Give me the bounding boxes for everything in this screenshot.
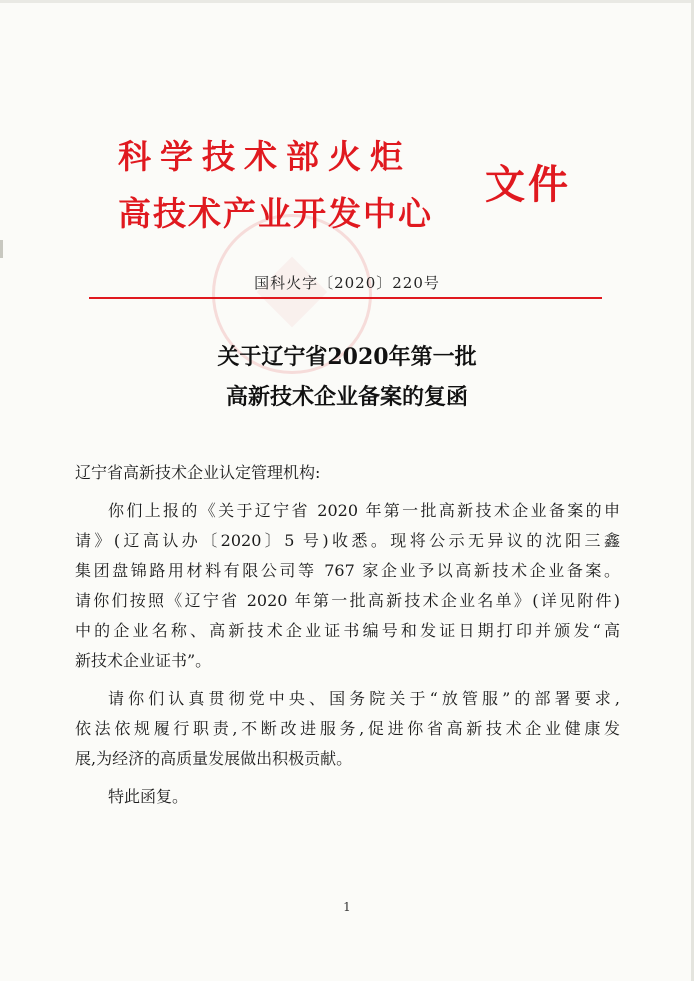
paragraph-2-line: 请你们认真贯彻党中央、国务院关于“放管服”的部署要求, (108, 689, 620, 708)
binding-mark (0, 240, 3, 258)
document-type-label: 文件 (485, 161, 571, 208)
closing-line: 特此函复。 (108, 787, 189, 806)
issuer-name-line-2: 高技术产业开发中心 (118, 194, 433, 233)
paragraph-1-line: 集团盘锦路用材料有限公司等 767 家企业予以高新技术企业备案。 (75, 561, 620, 580)
document-title-line-1: 关于辽宁省2020年第一批 (217, 344, 477, 370)
document-title-line-2: 高新技术企业备案的复函 (225, 384, 468, 410)
paragraph-2-line: 展,为经济的高质量发展做出积极贡献。 (75, 749, 353, 768)
paragraph-1-line: 你们上报的《关于辽宁省 2020 年第一批高新技术企业备案的申 (108, 501, 620, 520)
scan-edge (0, 0, 694, 3)
paragraph-1-line: 请你们按照《辽宁省 2020 年第一批高新技术企业名单》(详见附件) (75, 591, 620, 610)
letter-body (75, 458, 620, 812)
issuer-name-line-1: 科学技术部火炬 (118, 137, 412, 176)
paragraph-1-line: 请》(辽高认办〔2020〕5 号)收悉。现将公示无异议的沈阳三鑫 (75, 531, 620, 550)
salutation: 辽宁省高新技术企业认定管理机构: (75, 463, 321, 482)
page-number: 1 (343, 900, 351, 914)
paragraph-2-line: 依法依规履行职责,不断改进服务,促进你省高新技术企业健康发 (75, 719, 620, 738)
document-number: 国科火字〔2020〕220号 (254, 274, 440, 292)
red-divider-line (89, 297, 602, 299)
paragraph-1-line: 中的企业名称、高新技术企业证书编号和发证日期打印并颁发“高 (75, 621, 620, 640)
paragraph-1-line: 新技术企业证书”。 (75, 651, 212, 670)
